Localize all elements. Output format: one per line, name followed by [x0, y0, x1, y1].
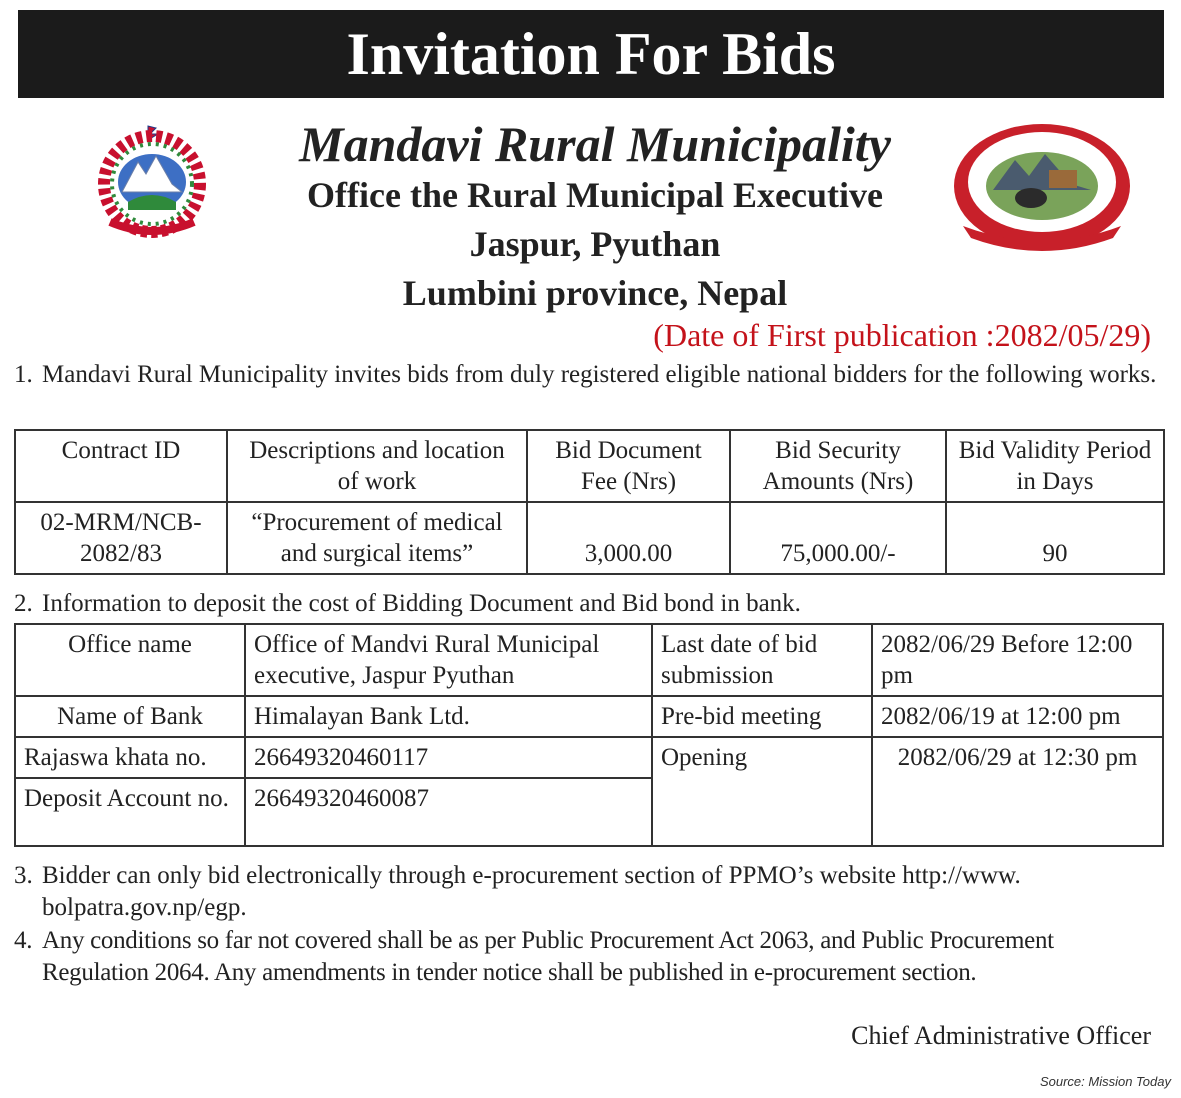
table-header-row	[15, 430, 1164, 502]
deposit-account-label: Deposit Account no.	[15, 778, 245, 846]
opening-label: Opening	[652, 737, 872, 846]
section-number: 3.	[14, 862, 33, 889]
deposit-account-value: 26649320460087	[245, 778, 652, 846]
header-document-fee: Bid Document Fee (Nrs)	[527, 430, 730, 502]
office-name-label: Office name	[15, 624, 245, 696]
table-row	[15, 737, 1163, 778]
opening-value: 2082/06/29 at 12:30 pm	[872, 737, 1163, 846]
signature: Chief Administrative Officer	[851, 1021, 1151, 1050]
validity-cell: 90	[946, 502, 1164, 574]
prebid-value: 2082/06/19 at 12:00 pm	[872, 696, 1163, 737]
header-validity-period: Bid Validity Period in Days	[946, 430, 1164, 502]
header-security-amount: Bid Security Amounts (Nrs)	[730, 430, 946, 502]
municipality-logo-icon	[945, 114, 1140, 254]
section-3	[14, 860, 1164, 924]
fee-cell: 3,000.00	[527, 502, 730, 574]
table-row	[15, 696, 1163, 737]
section-number: 4.	[14, 927, 33, 954]
description-cell: “Procurement of medical and surgical items”	[227, 502, 527, 574]
section-4	[14, 925, 1164, 989]
bank-info-table	[14, 623, 1164, 847]
office-name: Office the Rural Municipal Executive	[307, 175, 883, 215]
section-2	[14, 588, 1164, 620]
rajaswa-label: Rajaswa khata no.	[15, 737, 245, 778]
header-contract-id: Contract ID	[15, 430, 227, 502]
office-address: Jaspur, Pyuthan	[469, 224, 721, 264]
security-cell: 75,000.00/-	[730, 502, 946, 574]
bank-name-label: Name of Bank	[15, 696, 245, 737]
source-credit: Source: Mission Today	[1039, 1074, 1171, 1089]
section-text: Information to deposit the cost of Bidding Document and Bid bond in bank.	[42, 590, 801, 617]
last-date-label: Last date of bid submission	[652, 624, 872, 696]
section-number: 2.	[14, 590, 33, 617]
section-text: Mandavi Rural Municipality invites bids from duly registered eligible national bidders for the following works.	[42, 361, 1157, 388]
office-name-value: Office of Mandvi Rural Municipal executive, Jaspur Pyuthan	[245, 624, 652, 696]
page-title: Invitation For Bids	[18, 10, 1164, 98]
section-text: Bidder can only bid electronically through e-procurement section of PPMO’s website http://www. bolpatra.gov.np/egp.	[42, 862, 1021, 921]
section-text: Any conditions so far not covered shall be as per Public Procurement Act 2063, and Public Procurement Regulation 2064. Any amendments in tender notice shall be published in e-procurement section.	[42, 927, 1054, 986]
prebid-label: Pre-bid meeting	[652, 696, 872, 737]
header-description: Descriptions and location of work	[227, 430, 527, 502]
bank-name-value: Himalayan Bank Ltd.	[245, 696, 652, 737]
province-line: Lumbini province, Nepal	[402, 273, 788, 313]
section-number: 1.	[14, 361, 33, 388]
publication-date: (Date of First publication :2082/05/29)	[653, 317, 1151, 353]
table-row	[15, 502, 1164, 574]
table-row	[15, 624, 1163, 696]
municipality-name: Mandavi Rural Municipality	[299, 116, 891, 172]
nepal-emblem-icon	[80, 122, 225, 242]
last-date-value: 2082/06/29 Before 12:00 pm	[872, 624, 1163, 696]
bid-table	[14, 429, 1165, 575]
contract-id-cell: 02-MRM/NCB-2082/83	[15, 502, 227, 574]
section-1	[14, 359, 1164, 391]
rajaswa-value: 26649320460117	[245, 737, 652, 778]
